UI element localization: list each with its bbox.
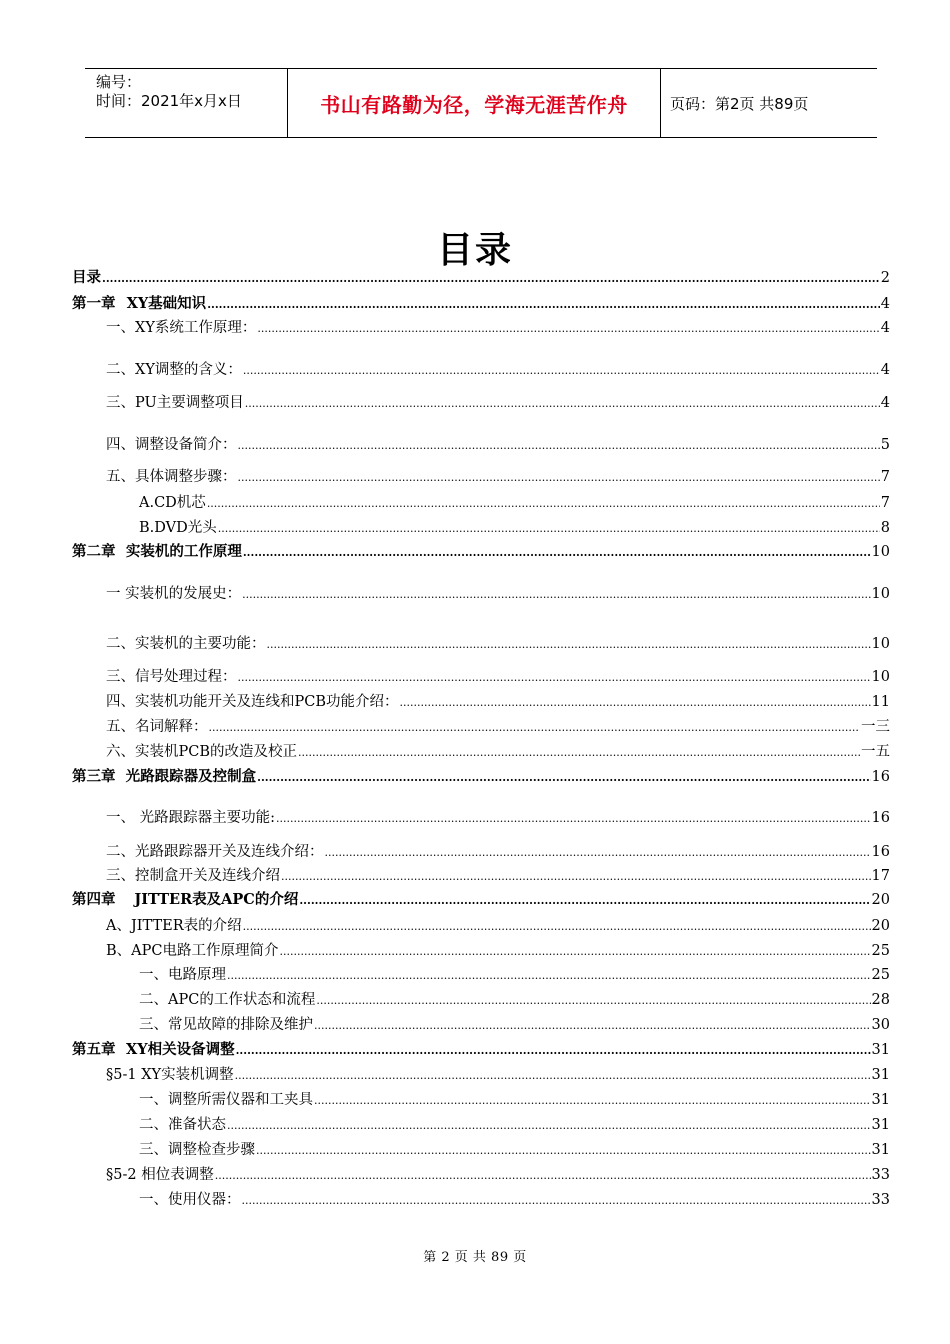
toc-leader-dots: [236, 1041, 871, 1061]
toc-page-number: 10: [871, 544, 890, 560]
toc-leader-dots: [298, 743, 860, 763]
toc-entry[interactable]: [139, 1115, 890, 1136]
toc-page-number: 16: [871, 810, 890, 826]
toc-leader-dots: [227, 966, 871, 986]
toc-entry-label: 一、 光路跟踪器主要功能:: [106, 810, 275, 826]
toc-entry-label: 第二章: [72, 543, 116, 560]
toc-leader-dots: [299, 891, 870, 911]
toc-entry[interactable]: [106, 584, 890, 605]
toc-page-number: 31: [871, 1092, 890, 1108]
toc-entry[interactable]: [106, 808, 890, 829]
toc-chapter-entry[interactable]: [72, 1040, 890, 1061]
toc-chapter-title: 光路跟踪器及控制盒: [125, 768, 257, 785]
toc-entry-label: A、JITTER表的介绍: [106, 918, 242, 934]
toc-page-number: 8: [880, 520, 890, 536]
toc-page-number: 10: [871, 586, 890, 602]
toc-entry[interactable]: [106, 667, 890, 688]
toc-page-number: 31: [871, 1117, 890, 1133]
toc-entry-label: 三、控制盒开关及连线介绍: [106, 868, 280, 884]
toc-entry-label: 一 实装机的发展史：: [106, 586, 242, 602]
toc-entry[interactable]: [106, 318, 890, 339]
toc-page-number: 4: [880, 362, 890, 378]
toc-entry[interactable]: [139, 1090, 890, 1111]
toc-entry[interactable]: [106, 393, 890, 414]
toc-page-number: 31: [871, 1142, 890, 1158]
toc-leader-dots: [257, 319, 879, 339]
toc-entry[interactable]: [106, 634, 890, 655]
toc-page-number: 16: [871, 769, 890, 785]
toc-entry[interactable]: [106, 1165, 890, 1186]
toc-entry[interactable]: [106, 467, 890, 488]
toc-entry[interactable]: [106, 916, 890, 937]
toc-chapter-title: XY相关设备调整: [125, 1041, 235, 1058]
toc-chapter-entry[interactable]: [72, 294, 890, 315]
toc-leader-dots: [242, 1191, 871, 1211]
toc-entry[interactable]: [106, 941, 890, 962]
toc-page-number: 33: [871, 1192, 890, 1208]
toc-leader-dots: [267, 635, 871, 655]
toc-entry[interactable]: [106, 866, 890, 887]
page-title: 目录: [436, 230, 513, 271]
toc-leader-dots: [238, 468, 880, 488]
toc-entry[interactable]: [139, 1140, 890, 1161]
toc-page-number: 20: [871, 892, 890, 908]
toc-entry-label: 二、光路跟踪器开关及连线介绍：: [106, 844, 324, 860]
toc-entry[interactable]: [139, 493, 890, 514]
toc-page-number: 4: [880, 395, 890, 411]
document-number: 编号：: [96, 73, 142, 91]
toc-page-number: 33: [871, 1167, 890, 1183]
toc-page-number: 31: [871, 1067, 890, 1083]
toc-page-number: 30: [871, 1017, 890, 1033]
toc-leader-dots: [281, 867, 871, 887]
toc-entry-label: 四、调整设备简介：: [106, 437, 237, 453]
toc-page-number: 一三: [861, 719, 890, 735]
toc-entry[interactable]: [139, 1015, 890, 1036]
toc-entry[interactable]: [106, 692, 890, 713]
header-center-cell: [287, 69, 661, 137]
toc-chapter-title: 实装机的工作原理: [125, 543, 242, 560]
toc-leader-dots: [207, 295, 880, 315]
toc-entry-label: 二、实装机的主要功能：: [106, 636, 266, 652]
toc-leader-dots: [242, 585, 870, 605]
toc-leader-dots: [245, 394, 880, 414]
toc-chapter-title: XY基础知识: [126, 295, 207, 312]
toc-page-number: 4: [880, 320, 890, 336]
toc-page-number: 10: [871, 669, 890, 685]
toc-chapter-entry[interactable]: [72, 890, 890, 911]
toc-leader-dots: [215, 1166, 871, 1186]
toc-leader-dots: [243, 917, 871, 937]
header-motto: 书山有路勤为径，学海无涯苦作舟: [320, 92, 628, 117]
toc-entry-label: 六、实装机PCB的改造及校正: [106, 744, 298, 760]
toc-entry[interactable]: [139, 518, 890, 539]
toc-leader-dots: [235, 1066, 871, 1086]
page-footer: 第 2 页 共 89 页: [423, 1250, 527, 1265]
toc-leader-dots: [316, 991, 870, 1011]
toc-entry[interactable]: [106, 742, 890, 763]
toc-leader-dots: [279, 942, 870, 962]
toc-entry-label: 二、APC的工作状态和流程: [139, 992, 316, 1008]
toc-entry-label: 第一章: [72, 295, 116, 312]
toc-entry-label: 三、调整检查步骤: [139, 1142, 255, 1158]
toc-leader-dots: [325, 843, 871, 863]
toc-entry-label: 第五章: [72, 1041, 116, 1058]
toc-entry-label: 五、名词解释：: [106, 719, 208, 735]
toc-entry[interactable]: [106, 717, 890, 738]
toc-entry-label: §5-2 相位表调整: [106, 1167, 214, 1183]
toc-page-number: 17: [871, 868, 890, 884]
toc-entry[interactable]: [106, 360, 890, 381]
toc-entry-label: 四、实装机功能开关及连线和PCB功能介绍：: [106, 694, 399, 710]
toc-leader-dots: [207, 494, 880, 514]
toc-leader-dots: [218, 519, 880, 539]
toc-entry-label: 一、使用仪器：: [139, 1192, 241, 1208]
toc-leader-dots: [314, 1016, 871, 1036]
toc-page-number: 25: [871, 967, 890, 983]
toc-page-number: 31: [871, 1042, 890, 1058]
toc-entry-label: B.DVD光头: [139, 520, 217, 536]
toc-entry-label: 五、具体调整步骤：: [106, 469, 237, 485]
toc-page-number: 7: [880, 495, 890, 511]
toc-page-number: 11: [871, 694, 890, 710]
toc-entry-label: B、APC电路工作原理简介: [106, 943, 279, 959]
toc-page-number: 7: [880, 469, 890, 485]
page-header: [85, 68, 877, 138]
toc-entry-label: §5-1 XY实装机调整: [106, 1067, 234, 1083]
toc-entry[interactable]: [139, 1190, 890, 1211]
toc-leader-dots: [243, 543, 871, 563]
toc-chapter-entry[interactable]: [72, 542, 890, 563]
toc-entry[interactable]: [106, 1065, 890, 1086]
document-time: 时间：2021年x月x日: [96, 92, 242, 110]
toc-entry-label: A.CD机芯: [139, 495, 206, 511]
toc-page-number: 2: [880, 270, 890, 286]
toc-entry-label: 二、XY调整的含义：: [106, 362, 242, 378]
header-right-cell: [660, 69, 877, 137]
toc-leader-dots: [314, 1091, 871, 1111]
toc-page-number: 25: [871, 943, 890, 959]
toc-leader-dots: [243, 361, 880, 381]
toc-page-number: 4: [880, 296, 890, 312]
toc-page-number: 16: [871, 844, 890, 860]
toc-leader-dots: [238, 668, 871, 688]
toc-entry-label: 一、XY系统工作原理：: [106, 320, 257, 336]
toc-chapter-title: JITTER表及APC的介绍: [134, 891, 299, 908]
toc-page-number: 28: [871, 992, 890, 1008]
toc-leader-dots: [276, 809, 871, 829]
toc-entry-label: 三、信号处理过程：: [106, 669, 237, 685]
toc-entry[interactable]: [106, 435, 890, 456]
toc-entry-label: 二、准备状态: [139, 1117, 226, 1133]
toc-entry-label: 第三章: [72, 768, 116, 785]
toc-entry[interactable]: [139, 990, 890, 1011]
header-page-info: 页码：第2页 共89页: [670, 94, 809, 113]
toc-leader-dots: [238, 436, 880, 456]
toc-entry[interactable]: [106, 842, 890, 863]
toc-page-number: 5: [880, 437, 890, 453]
toc-leader-dots: [400, 693, 871, 713]
toc-entry-label: 三、PU主要调整项目: [106, 395, 244, 411]
toc-page-number: 10: [871, 636, 890, 652]
toc-entry-label: 第四章: [72, 891, 116, 908]
toc-entry-label: 目录: [72, 269, 101, 286]
toc-chapter-entry[interactable]: [72, 268, 890, 289]
toc-leader-dots: [209, 718, 861, 738]
header-left-cell: [85, 69, 287, 137]
toc-entry-label: 一、电路原理: [139, 967, 226, 983]
toc-entry[interactable]: [139, 965, 890, 986]
toc-leader-dots: [256, 1141, 871, 1161]
toc-chapter-entry[interactable]: [72, 767, 890, 788]
toc-leader-dots: [227, 1116, 871, 1136]
toc-page-number: 20: [871, 918, 890, 934]
toc-entry-label: 三、常见故障的排除及维护: [139, 1017, 313, 1033]
toc-page-number: 一五: [861, 744, 890, 760]
toc-entry-label: 一、调整所需仪器和工夹具: [139, 1092, 313, 1108]
toc-leader-dots: [257, 768, 870, 788]
toc-leader-dots: [102, 269, 880, 289]
